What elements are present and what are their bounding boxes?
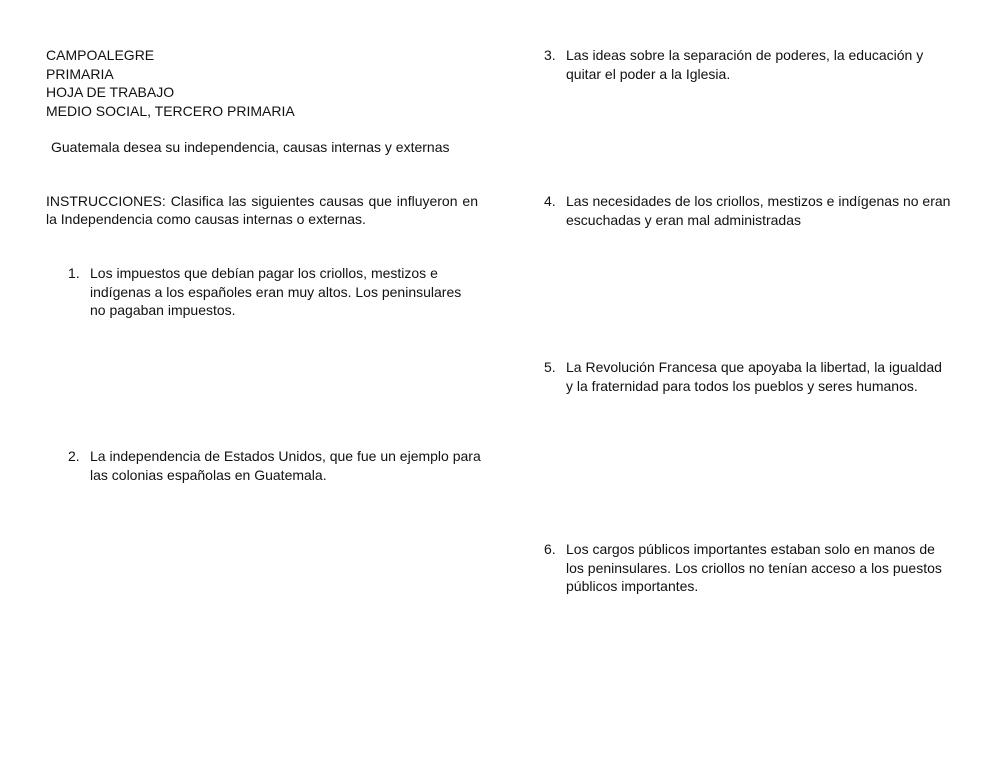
cause-item-text: Los cargos públicos importantes estaban solo en manos de los peninsulares. Los criollos no tenían acceso a los puestos públicos importantes. [566, 541, 942, 594]
cause-item-text: Las necesidades de los criollos, mestizos e indígenas no eran escuchadas y eran mal administradas [566, 193, 951, 228]
cause-item-text: Los impuestos que debían pagar los criollos, mestizos e indígenas a los españoles eran muy altos. Los peninsulares no pagaban impuestos. [90, 265, 462, 318]
instructions-text: INSTRUCCIONES: Clasifica las siguientes causas que influyeron en la Independencia como causas internas o externas. [46, 193, 478, 227]
cause-item-number: 5. [544, 359, 556, 375]
worksheet-subtitle: Guatemala desea su independencia, causas internas y externas [51, 139, 450, 155]
cause-item-number: 1. [68, 265, 80, 281]
worksheet-label: HOJA DE TRABAJO [46, 84, 175, 100]
cause-item-text: Las ideas sobre la separación de poderes, la educación y quitar el poder a la Iglesia. [566, 47, 924, 82]
cause-item-number: 4. [544, 193, 556, 209]
cause-item-text: La independencia de Estados Unidos, que fue un ejemplo para las colonias españolas en Guatemala. [90, 448, 481, 483]
school-name: CAMPOALEGRE [46, 47, 155, 63]
cause-item-number: 6. [544, 541, 556, 557]
subject-grade: MEDIO SOCIAL, TERCERO PRIMARIA [46, 102, 295, 119]
cause-item-text: La Revolución Francesa que apoyaba la libertad, la igualdad y la fraternidad para todos los pueblos y seres humanos. [566, 359, 942, 394]
cause-item-number: 3. [544, 47, 556, 63]
school-level: PRIMARIA [46, 65, 114, 82]
school-header [46, 46, 295, 120]
cause-item-number: 2. [68, 448, 80, 464]
